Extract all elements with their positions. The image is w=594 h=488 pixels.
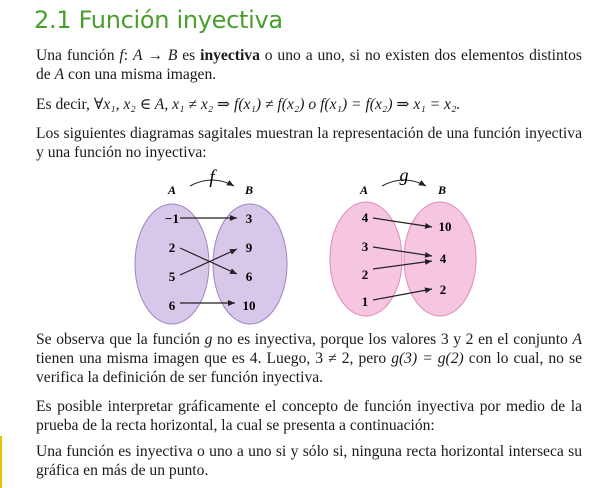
- text-run: o uno a uno, si no existen dos elementos distintos de: [36, 47, 582, 83]
- domain-item: 2: [168, 240, 176, 255]
- text-run: es: [177, 47, 201, 64]
- codomain-item: 3: [245, 211, 253, 226]
- math-var: A: [54, 66, 65, 83]
- text-run: tienen una misma imagen que es 4. Luego, 3 ≠ 2, pero: [36, 350, 392, 367]
- function-label-f: f: [209, 167, 215, 188]
- observation-paragraph: [36, 330, 582, 387]
- domain-item: 1: [361, 294, 369, 309]
- set-b-label-g: B: [437, 183, 447, 197]
- math-arrow: →: [142, 47, 168, 64]
- math-var: A: [572, 331, 583, 348]
- text-run: Una función: [36, 47, 120, 64]
- graphical-test-paragraph: Es posible interpretar gráficamente el concepto de función inyectiva por medio de la prueba de la recta horizontal, la cual se presenta a continuación:: [36, 398, 582, 434]
- diagram-intro-paragraph: Los siguientes diagramas sagitales muestran la representación de una función inyectiva y una función no inyectiva:: [36, 125, 582, 161]
- codomain-item: 2: [439, 282, 447, 297]
- section-heading: 2.1 Función inyectiva: [34, 6, 283, 34]
- math-var: f: [119, 47, 124, 64]
- function-label-g: g: [399, 165, 409, 185]
- set-a-label-g: A: [359, 183, 369, 197]
- math-var: g: [204, 331, 213, 348]
- domain-item: 2: [361, 267, 369, 282]
- diagram-g: [330, 165, 476, 316]
- math-var: B: [167, 47, 178, 64]
- codomain-item: 9: [245, 240, 253, 255]
- codomain-item: 6: [245, 269, 253, 284]
- text-run: :: [123, 47, 133, 64]
- codomain-item: 4: [439, 251, 447, 266]
- text-run: con lo cual, no se verifica la definición de ser función inyectiva.: [36, 350, 582, 386]
- domain-item: 3: [361, 239, 369, 254]
- formula: g(3) = g(2): [391, 350, 464, 367]
- horizontal-line-test-paragraph: Una función es inyectiva o uno a uno si y sólo si, ninguna recta horizontal interseca su gráfica en más de un punto.: [36, 443, 582, 479]
- text-run: Se observa que la función: [36, 331, 205, 348]
- formula: ∀x₁, x₂ ∈ A, x₁ ≠ x₂ ⇒ f(x₁) ≠ f(x₂) o f(x₁) = f(x₂) ⇒ x₁ = x₂.: [93, 96, 461, 113]
- domain-item: 6: [168, 298, 176, 313]
- highlight-bar: [0, 436, 2, 488]
- math-var: A: [132, 47, 143, 64]
- codomain-item: 10: [438, 219, 452, 234]
- domain-item: −1: [165, 211, 179, 226]
- set-b-label-f: B: [244, 183, 254, 197]
- codomain-item: 10: [242, 298, 256, 313]
- text-run: Es decir,: [36, 96, 94, 113]
- text-run: con una misma imagen.: [64, 66, 217, 83]
- domain-item: 5: [168, 269, 176, 284]
- domain-item: 4: [361, 210, 369, 225]
- set-a-label-f: A: [167, 183, 177, 197]
- text-run: no es inyectiva, porque los valores 3 y 2 en el conjunto: [212, 331, 573, 348]
- diagram-f: [135, 167, 287, 324]
- bold-term: inyectiva: [200, 47, 260, 64]
